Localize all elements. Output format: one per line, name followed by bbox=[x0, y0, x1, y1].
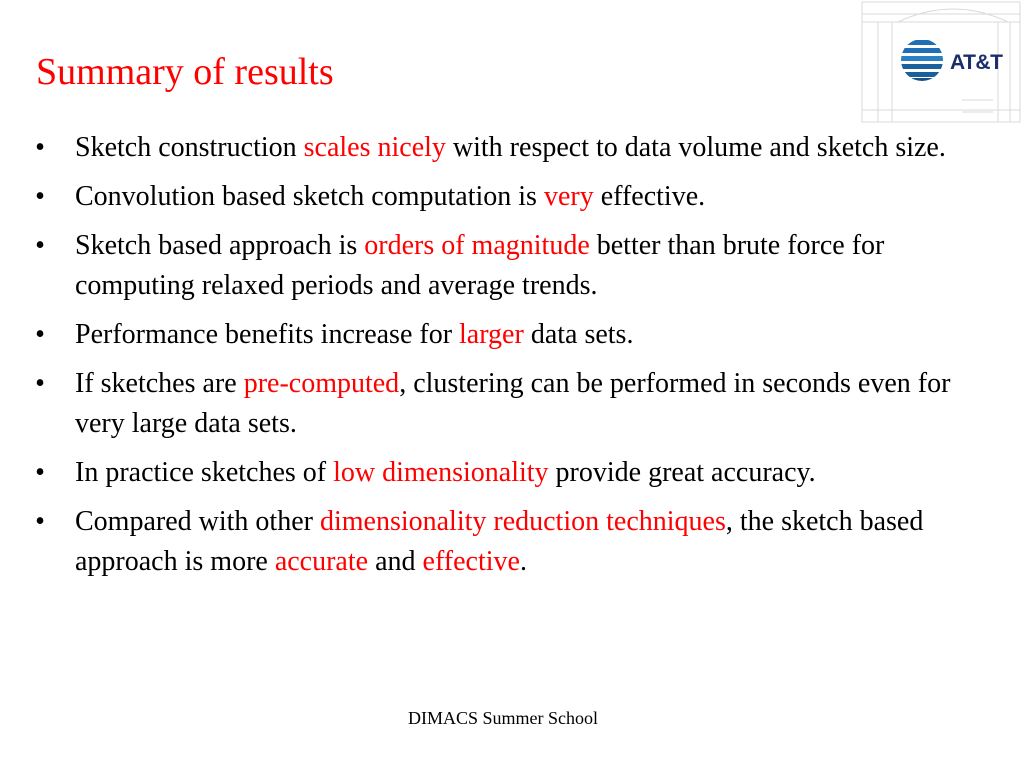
highlighted-text: effective bbox=[422, 546, 520, 577]
bullet-text: , the sketch based approach is more bbox=[75, 506, 924, 577]
bullet-item bbox=[30, 502, 1000, 582]
bullet-text: Sketch construction bbox=[75, 132, 304, 163]
bullet-text: provide great accuracy. bbox=[548, 457, 816, 488]
highlighted-text: dimensionality reduction techniques bbox=[319, 506, 726, 537]
bullet-dot: • bbox=[35, 368, 45, 399]
header-decoration bbox=[858, 0, 1024, 128]
footer-text: DIMACS Summer School bbox=[408, 708, 599, 728]
bullet-text: . bbox=[519, 546, 527, 577]
bullet-dot: • bbox=[35, 230, 45, 261]
bullet-item bbox=[30, 226, 1000, 306]
highlighted-text: pre-computed bbox=[243, 368, 400, 399]
bullet-text: If sketches are bbox=[75, 368, 244, 399]
bullet-item bbox=[30, 128, 1000, 168]
bullet-dot: • bbox=[35, 181, 45, 212]
bullet-list bbox=[30, 128, 1000, 591]
highlighted-text: accurate bbox=[274, 546, 369, 577]
bullet-text: Compared with other bbox=[75, 506, 320, 537]
highlighted-text: orders of magnitude bbox=[364, 230, 590, 261]
att-globe-icon bbox=[900, 38, 944, 82]
bullet-text: Sketch based approach is bbox=[75, 230, 365, 261]
att-logo-text: AT&T bbox=[950, 51, 1003, 74]
bullet-dot: • bbox=[35, 132, 45, 163]
bullet-text: better than brute force for computing relaxed periods and average trends. bbox=[75, 230, 885, 301]
bullet-text: , clustering can be performed in seconds even for very large data sets. bbox=[75, 368, 951, 439]
bullet-item bbox=[30, 453, 1000, 493]
bullet-text: Performance benefits increase for bbox=[75, 319, 460, 350]
bullet-text: In practice sketches of bbox=[75, 457, 334, 488]
bullet-item bbox=[30, 364, 1000, 444]
highlighted-text: low dimensionality bbox=[333, 457, 549, 488]
highlighted-text: scales nicely bbox=[303, 132, 446, 163]
bullet-text: effective. bbox=[593, 181, 706, 212]
bullet-item bbox=[30, 315, 1000, 355]
bullet-text: with respect to data volume and sketch size. bbox=[445, 132, 946, 163]
bullet-dot: • bbox=[35, 319, 45, 350]
slide-title: Summary of results bbox=[36, 51, 334, 93]
bullet-item bbox=[30, 177, 1000, 217]
bullet-text: Convolution based sketch computation is bbox=[75, 181, 544, 212]
bullet-dot: • bbox=[35, 506, 45, 537]
highlighted-text: very bbox=[543, 181, 594, 212]
bullet-text: data sets. bbox=[523, 319, 634, 350]
bullet-dot: • bbox=[35, 457, 45, 488]
bullet-text: and bbox=[368, 546, 423, 577]
highlighted-text: larger bbox=[459, 319, 524, 350]
